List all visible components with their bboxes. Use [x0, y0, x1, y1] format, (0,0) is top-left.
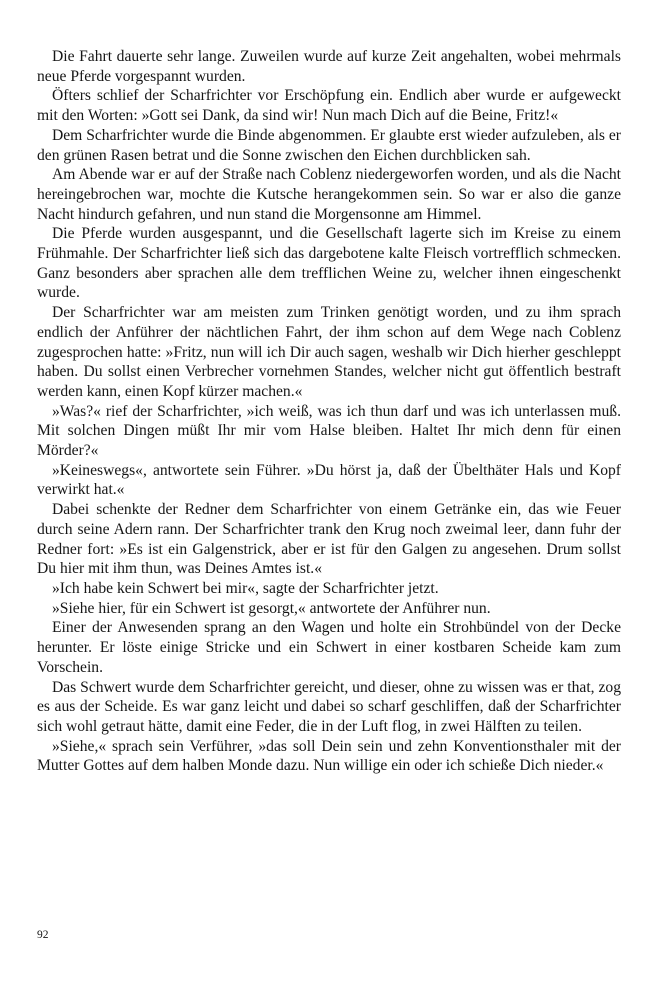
- paragraph: Die Pferde wurden ausgespannt, und die Gesellschaft lagerte sich im Kreise zu einem Frühmahle. Der Scharfrichter ließ sich das dargebotene kalte Fleisch vortrefflich schmecken. Ganz besonders aber sprachen alle dem trefflichen Weine zu, welcher ihnen eingeschenkt wurde.: [37, 225, 621, 302]
- paragraph: »Siehe,« sprach sein Verführer, »das soll Dein sein und zehn Konventionsthaler mit der Mutter Gottes auf dem halben Monde dazu. Nun willige ein oder ich schieße Dich nieder.«: [37, 737, 621, 775]
- paragraph: Die Fahrt dauerte sehr lange. Zuweilen wurde auf kurze Zeit angehalten, wobei mehrmals neue Pferde vorgespannt wurden.: [37, 48, 621, 85]
- page-text-block: [37, 47, 621, 776]
- paragraph: Am Abende war er auf der Straße nach Coblenz niedergeworfen worden, und als die Nacht hereingebrochen war, mochte die Kutsche herangekommen sein. So war er also die ganze Nacht hindurch gefahren, und nun stand die Morgensonne am Himmel.: [37, 166, 621, 223]
- paragraph: Der Scharfrichter war am meisten zum Trinken genötigt worden, und zu ihm sprach endlich der Anführer der nächtlichen Fahrt, der ihm schon auf dem Wege nach Coblenz zugesprochen hatte: »Fritz, nun will ich Dir auch sagen, weshalb wir Dich hierher geschleppt haben. Du sollst einen Verbrecher vornehmen Standes, welcher nicht gut öffentlich bestraft werden kann, einen Kopf kürzer machen.«: [37, 304, 621, 400]
- paragraph: Öfters schlief der Scharfrichter vor Erschöpfung ein. Endlich aber wurde er aufgeweckt mit den Worten: »Gott sei Dank, da sind wir! Nun mach Dich auf die Beine, Fritz!«: [37, 87, 621, 125]
- paragraph: »Ich habe kein Schwert bei mir«, sagte der Scharfrichter jetzt.: [52, 579, 439, 597]
- paragraph: Dabei schenkte der Redner dem Scharfrichter von einem Getränke ein, das wie Feuer durch seine Adern rann. Der Scharfrichter trank den Krug noch zweimal leer, dann fuhr der Redner fort: »Es ist ein Galgenstrick, aber er ist für den Galgen zu angesehen. Drum sollst Du hier mit ihm thun, was Deines Amtes ist.«: [37, 501, 621, 578]
- paragraph: »Siehe hier, für ein Schwert ist gesorgt,« antwortete der Anführer nun.: [52, 599, 491, 617]
- paragraph: »Was?« rief der Scharfrichter, »ich weiß, was ich thun darf und was ich unterlassen muß. Mit solchen Dingen müßt Ihr mir vom Halse bleiben. Haltet Ihr mich denn für einen Mörder?«: [37, 402, 621, 460]
- paragraph: »Keineswegs«, antwortete sein Führer. »Du hörst ja, daß der Übelthäter Hals und Kopf verwirkt hat.«: [37, 461, 621, 499]
- page-number: 92: [37, 929, 49, 941]
- paragraph: Das Schwert wurde dem Scharfrichter gereicht, und dieser, ohne zu wissen was er that, zog es aus der Scheide. Es war ganz leicht und dabei so scharf geschliffen, daß der Scharfrichter sich wohl getraut hätte, damit eine Feder, die in der Luft flog, in zwei Hälften zu teilen.: [37, 678, 621, 735]
- paragraph: Einer der Anwesenden sprang an den Wagen und holte ein Strohbündel von der Decke herunter. Er löste einige Stricke und ein Schwert in einer kostbaren Scheide kam zum Vorschein.: [37, 619, 621, 676]
- paragraph: Dem Scharfrichter wurde die Binde abgenommen. Er glaubte erst wieder aufzuleben, als er den grünen Rasen betrat und die Sonne zwischen den Eichen durchblicken sah.: [37, 126, 621, 164]
